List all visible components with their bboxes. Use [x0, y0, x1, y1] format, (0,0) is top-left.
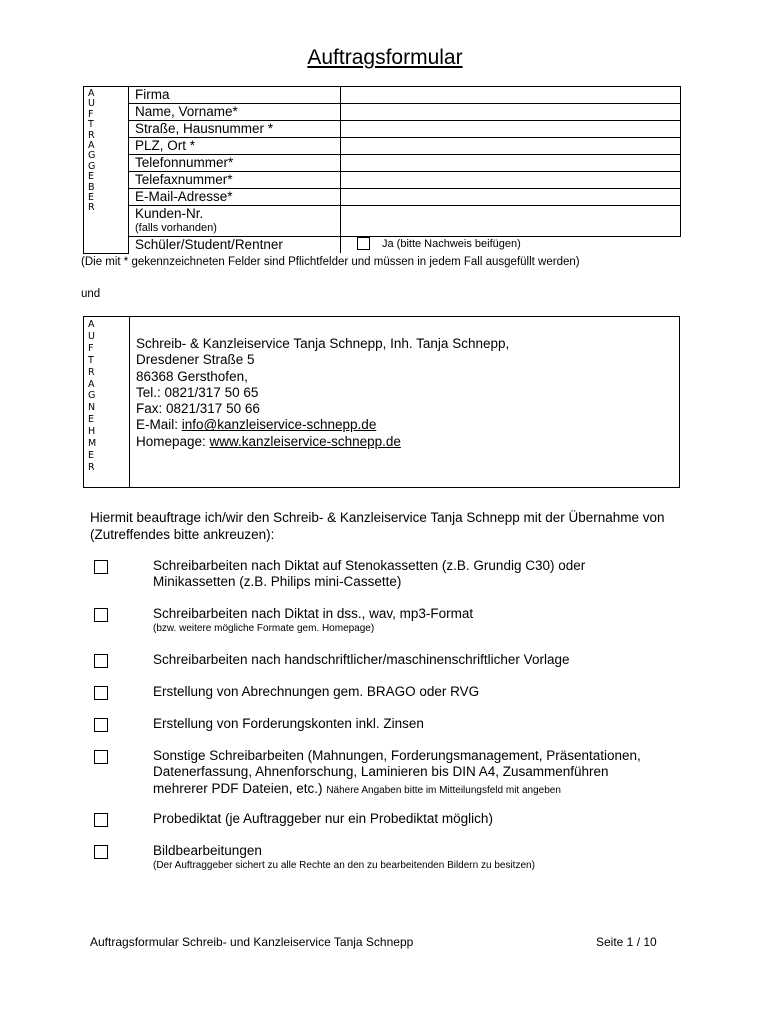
- company-name: Schreib- & Kanzleiservice Tanja Schnepp, Inh. Tanja Schnepp,: [136, 336, 510, 351]
- page-number: Seite 1 / 10: [596, 935, 657, 949]
- auftragnehmer-box: [83, 316, 680, 488]
- schueler-checkbox-cell: [341, 237, 681, 254]
- side-letter: E: [88, 449, 95, 461]
- option-checkbox[interactable]: [94, 813, 108, 827]
- field-value-name[interactable]: [341, 104, 681, 121]
- field-value-strasse[interactable]: [341, 121, 681, 138]
- option-text: Sonstige Schreibarbeiten (Mahnungen, Forderungsmanagement, Präsentationen,: [153, 748, 641, 763]
- email-prefix: E-Mail:: [136, 417, 182, 433]
- auftraggeber-table: [83, 86, 681, 254]
- auftragnehmer-side-label: [84, 317, 130, 487]
- field-value-telefax[interactable]: [341, 172, 681, 189]
- side-letter: E: [88, 171, 95, 183]
- field-value-firma[interactable]: [341, 87, 681, 104]
- footer-text: Auftragsformular Schreib- und Kanzleiservice Tanja Schnepp: [90, 935, 414, 949]
- field-label-name: Name, Vorname*: [129, 104, 341, 121]
- company-tel: Tel.: 0821/317 50 65: [136, 384, 259, 400]
- side-letter: R: [88, 129, 95, 141]
- side-letter: R: [88, 461, 95, 473]
- option-note: (Der Auftraggeber sichert zu alle Rechte an den zu bearbeitenden Bildern zu besitzen): [153, 860, 535, 872]
- side-letter: R: [88, 366, 95, 378]
- option-text: mehrerer PDF Dateien, etc.): [153, 780, 327, 796]
- side-letter: A: [88, 88, 95, 99]
- field-label-kunden-nr: [129, 206, 341, 237]
- side-letter: A: [88, 140, 95, 152]
- option-checkbox[interactable]: [94, 845, 108, 859]
- option-text: Datenerfassung, Ahnenforschung, Laminieren bis DIN A4, Zusammenführen: [153, 764, 609, 780]
- field-label-schueler: Schüler/Student/Rentner: [129, 237, 341, 254]
- email-link[interactable]: info@kanzleiservice-schnepp.de: [181, 417, 377, 433]
- option-text: Probediktat (je Auftraggeber nur ein Probediktat möglich): [153, 811, 493, 826]
- side-letter: U: [88, 98, 95, 110]
- field-value-kunden-nr[interactable]: [341, 206, 681, 237]
- side-letter: H: [88, 426, 96, 438]
- side-letter: M: [88, 438, 97, 450]
- side-letter: G: [88, 150, 96, 162]
- field-label-telefon: Telefonnummer*: [129, 155, 341, 172]
- side-letter: A: [88, 319, 95, 330]
- field-label-telefax: Telefaxnummer*: [129, 172, 341, 189]
- field-value-telefon[interactable]: [341, 155, 681, 172]
- und-text: und: [81, 288, 101, 300]
- schueler-checkbox[interactable]: [357, 237, 370, 250]
- schueler-checkbox-label: Ja (bitte Nachweis beifügen): [382, 237, 521, 250]
- side-letter: F: [88, 108, 94, 120]
- kunden-nr-note: (falls vorhanden): [135, 222, 217, 234]
- side-letter: E: [88, 192, 95, 204]
- side-letter: R: [88, 202, 95, 214]
- option-note: Nähere Angaben bitte im Mitteilungsfeld mit angeben: [326, 784, 561, 796]
- auftraggeber-side-label: [84, 87, 129, 254]
- option-checkbox[interactable]: [94, 654, 108, 668]
- auftragnehmer-address: [136, 336, 509, 450]
- side-letter: T: [88, 354, 94, 366]
- option-text: Schreibarbeiten nach handschriftlicher/maschinenschriftlicher Vorlage: [153, 652, 570, 667]
- side-letter: N: [88, 402, 96, 414]
- side-letter: A: [88, 378, 95, 390]
- side-letter: G: [88, 390, 96, 402]
- option-checkbox[interactable]: [94, 560, 108, 574]
- field-label-strasse: Straße, Hausnummer *: [129, 121, 341, 138]
- kunden-nr-label: Kunden-Nr.: [135, 206, 204, 221]
- option-text: Bildbearbeitungen: [153, 843, 262, 858]
- option-text: Schreibarbeiten nach Diktat auf Stenokassetten (z.B. Grundig C30) oder: [153, 558, 586, 573]
- field-label-plz-ort: PLZ, Ort *: [129, 138, 341, 155]
- option-text-line3: [153, 781, 683, 799]
- side-letter: E: [88, 414, 95, 426]
- homepage-link[interactable]: www.kanzleiservice-schnepp.de: [209, 433, 401, 449]
- homepage-prefix: Homepage:: [136, 433, 210, 449]
- side-letter: T: [88, 119, 94, 131]
- option-checkbox[interactable]: [94, 718, 108, 732]
- option-text: Erstellung von Abrechnungen gem. BRAGO oder RVG: [153, 684, 480, 699]
- option-note: (bzw. weitere mögliche Formate gem. Homepage): [153, 623, 375, 635]
- company-fax: Fax: 0821/317 50 66: [136, 401, 260, 417]
- page-title: Auftragsformular: [307, 46, 463, 69]
- option-checkbox[interactable]: [94, 686, 108, 700]
- company-homepage-line: [136, 434, 509, 450]
- option-text: Minikassetten (z.B. Philips mini-Cassette): [153, 574, 402, 590]
- field-label-firma: Firma: [129, 87, 341, 104]
- mandatory-note: (Die mit * gekennzeichneten Felder sind Pflichtfelder und müssen in jedem Fall ausgefüllt werden): [81, 256, 580, 268]
- side-letter: G: [88, 160, 96, 172]
- option-checkbox[interactable]: [94, 608, 108, 622]
- side-letter: U: [88, 330, 95, 342]
- option-text: Erstellung von Forderungskonten inkl. Zinsen: [153, 716, 424, 731]
- option-text: Schreibarbeiten nach Diktat in dss., wav, mp3-Format: [153, 606, 474, 621]
- side-letter: F: [88, 342, 94, 354]
- field-value-plz-ort[interactable]: [341, 138, 681, 155]
- field-value-email[interactable]: [341, 189, 681, 206]
- intro-text: Hiermit beauftrage ich/wir den Schreib- & Kanzleiservice Tanja Schnepp mit der Übernahme von (Zutreffendes bitte ankreuzen):: [90, 510, 665, 542]
- side-letter: B: [88, 181, 95, 193]
- option-checkbox[interactable]: [94, 750, 108, 764]
- company-street: Dresdener Straße 5: [136, 352, 255, 368]
- field-label-email: E-Mail-Adresse*: [129, 189, 341, 206]
- company-email-line: [136, 417, 509, 433]
- company-city: 86368 Gersthofen,: [136, 368, 248, 384]
